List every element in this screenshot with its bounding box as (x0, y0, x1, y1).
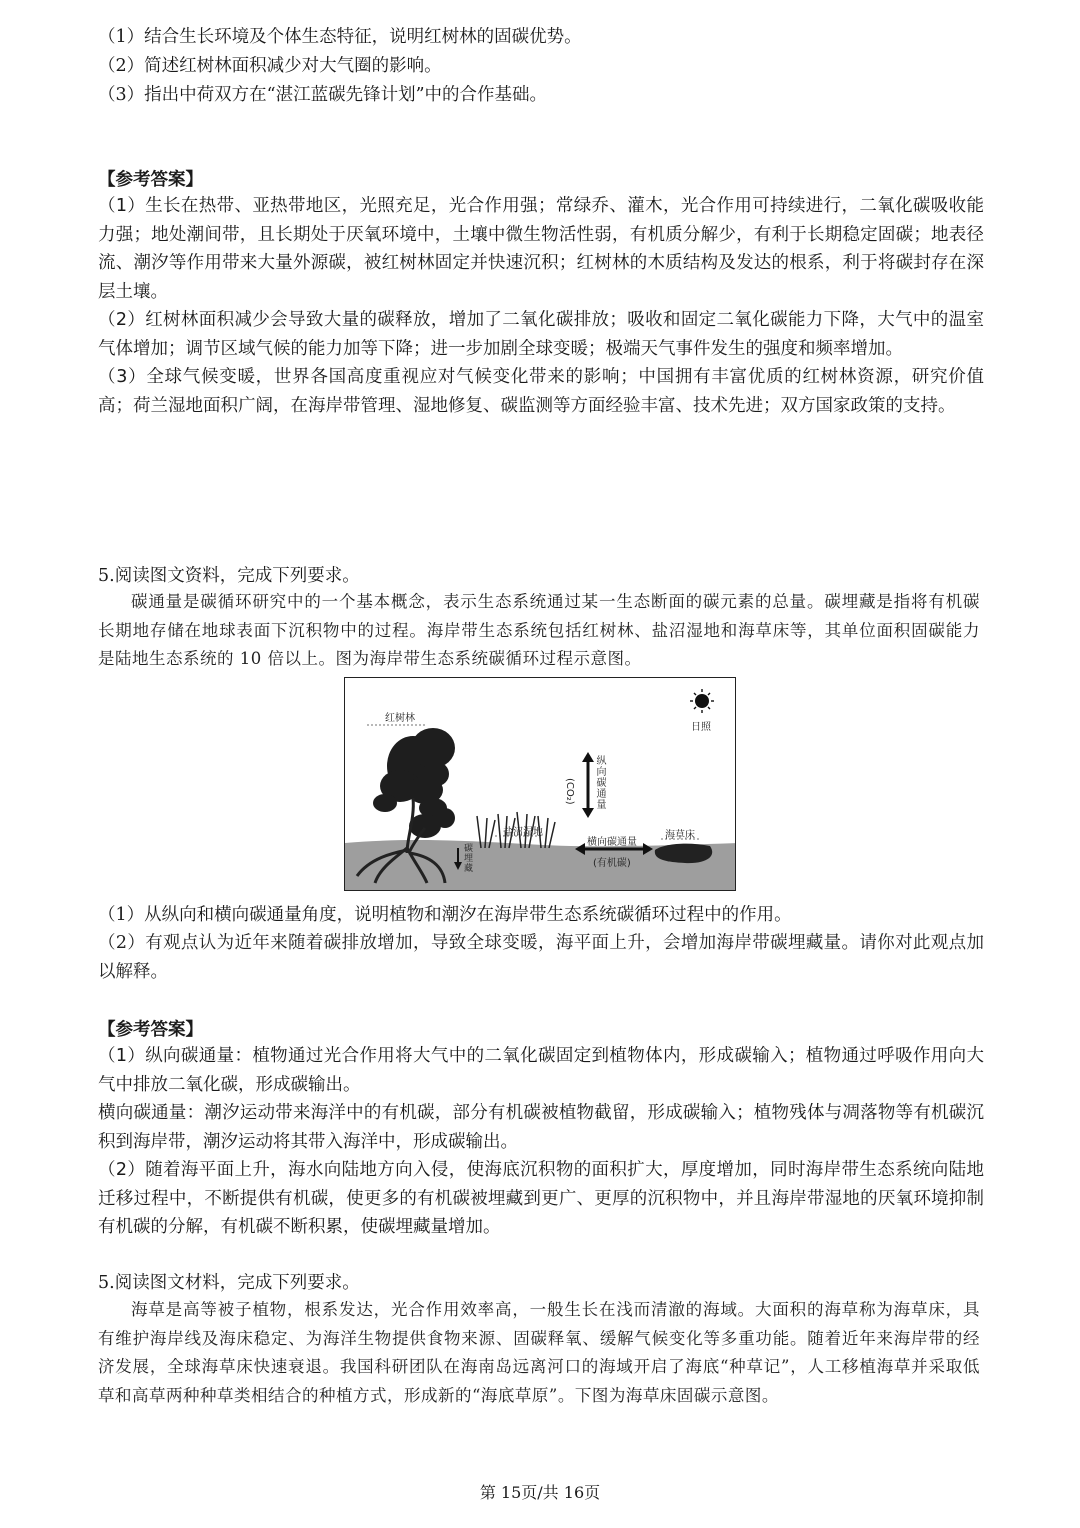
q5a-answer-3: （2）随着海平面上升，海水向陆地方向入侵，使海底沉积物的面积扩大，厚度增加，同时海岸带生态系统向陆地迁移过程中，不断提供有机碳，使更多的有机碳被埋藏到更广、更厚的沉积物中，并且海岸带湿地的厌氧环境抑制有机碳的分解，有机碳不断积累，使碳埋藏量增加。 (98, 1160, 984, 1237)
q4-question-2: （2）简述红树林面积减少对大气圈的影响。 (98, 56, 442, 76)
label-horizontal-flux: 横向碳通量 (587, 837, 637, 848)
mangrove-canopy (373, 728, 455, 838)
vertical-flux-arrow (582, 752, 594, 818)
q5a-answer-block (98, 1042, 984, 1242)
q5a-answer-header: 【参考答案】 (98, 1020, 203, 1040)
q4-question-3: （3）指出中荷双方在“湛江蓝碳先锋计划”中的合作基础。 (98, 85, 548, 105)
label-burial: 碳埋藏 (463, 844, 473, 874)
q5a-intro: 碳通量是碳循环研究中的一个基本概念，表示生态系统通过某一生态断面的碳元素的总量。碳埋藏是指将有机碳长期地存储在地球表面下沉积物中的过程。海岸带生态系统包括红树林、盐沼湿地和海草床等，其单位面积固碳能力是陆地生态系统的 10 倍以上。图为海岸带生态系统碳循环过程示意图。 (98, 592, 980, 668)
label-sun: 日照 (691, 722, 711, 733)
page-footer: 第 15页/共 16页 (479, 1483, 601, 1502)
label-co2: (CO₂) (564, 778, 575, 805)
sun-icon (690, 689, 714, 713)
q4-answer-2: （2）红树林面积减少会导致大量的碳释放，增加了二氧化碳排放；吸收和固定二氧化碳能力下降，大气中的温室气体增加；调节区域气候的能力加等下降；进一步加剧全球变暖；极端天气事件发生的强度和频率增加。 (98, 310, 984, 359)
q4-answer-header: 【参考答案】 (98, 170, 203, 190)
label-vertical-flux: 纵向碳通量 (596, 756, 607, 811)
carbon-cycle-figure (344, 677, 736, 891)
label-seagrass: 海草床 (665, 830, 695, 841)
q5a-question-1: （1）从纵向和横向碳通量角度，说明植物和潮汐在海岸带生态系统碳循环过程中的作用。 (98, 905, 792, 925)
label-salt-marsh: 盐沼湿地 (503, 827, 543, 838)
q4-question-1: （1）结合生长环境及个体生态特征，说明红树林的固碳优势。 (98, 27, 582, 47)
q4-answer-block (98, 192, 984, 420)
label-mangrove: 红树林 (385, 713, 415, 724)
q4-answer-3: （3）全球气候变暖，世界各国高度重视应对气候变化带来的影响；中国拥有丰富优质的红树林资源，研究价值高；荷兰湿地面积广阔，在海岸带管理、湿地修复、碳监测等方面经验丰富、技术先进；双方国家政策的支持。 (98, 367, 984, 416)
q5a-title: 5.阅读图文资料，完成下列要求。 (98, 566, 360, 586)
q4-answer-1: （1）生长在热带、亚热带地区，光照充足，光合作用强；常绿乔、灌木，光合作用可持续进行，二氧化碳吸收能力强；地处潮间带，且长期处于厌氧环境中，土壤中微生物活性弱，有机质分解少，有利于长期稳定固碳；地表径流、潮汐等作用带来大量外源碳，被红树林固定并快速沉积；红树林的木质结构及发达的根系，利于将碳封存在深层土壤。 (98, 196, 984, 302)
q5a-answer-1: （1）纵向碳通量：植物通过光合作用将大气中的二氧化碳固定到植物体内，形成碳输入；植物通过呼吸作用向大气中排放二氧化碳，形成碳输出。 (98, 1046, 984, 1095)
seagrass-bed-shape (655, 844, 712, 863)
q5b-intro: 海草是高等被子植物，根系发达，光合作用效率高，一般生长在浅而清澈的海域。大面积的海草称为海草床，具有维护海岸线及海床稳定、为海洋生物提供食物来源、固碳释氧、缓解气候变化等多重功能。随着近年来海岸带的经济发展，全球海草床快速衰退。我国科研团队在海南岛远离河口的海域开启了海底“种草记”，人工移植海草并采取低草和高草两种种草类相结合的种植方式，形成新的“海底草原”。下图为海草床固碳示意图。 (98, 1300, 980, 1405)
label-organic-carbon: (有机碳) (593, 858, 631, 869)
q5a-answer-2: 横向碳通量：潮汐运动带来海洋中的有机碳，部分有机碳被植物截留，形成碳输入；植物残体与凋落物等有机碳沉积到海岸带，潮汐运动将其带入海洋中，形成碳输出。 (98, 1103, 984, 1152)
q5a-question-2: （2）有观点认为近年来随着碳排放增加，导致全球变暖，海平面上升，会增加海岸带碳埋藏量。请你对此观点加以解释。 (98, 933, 984, 982)
q5b-title: 5.阅读图文材料，完成下列要求。 (98, 1273, 360, 1293)
